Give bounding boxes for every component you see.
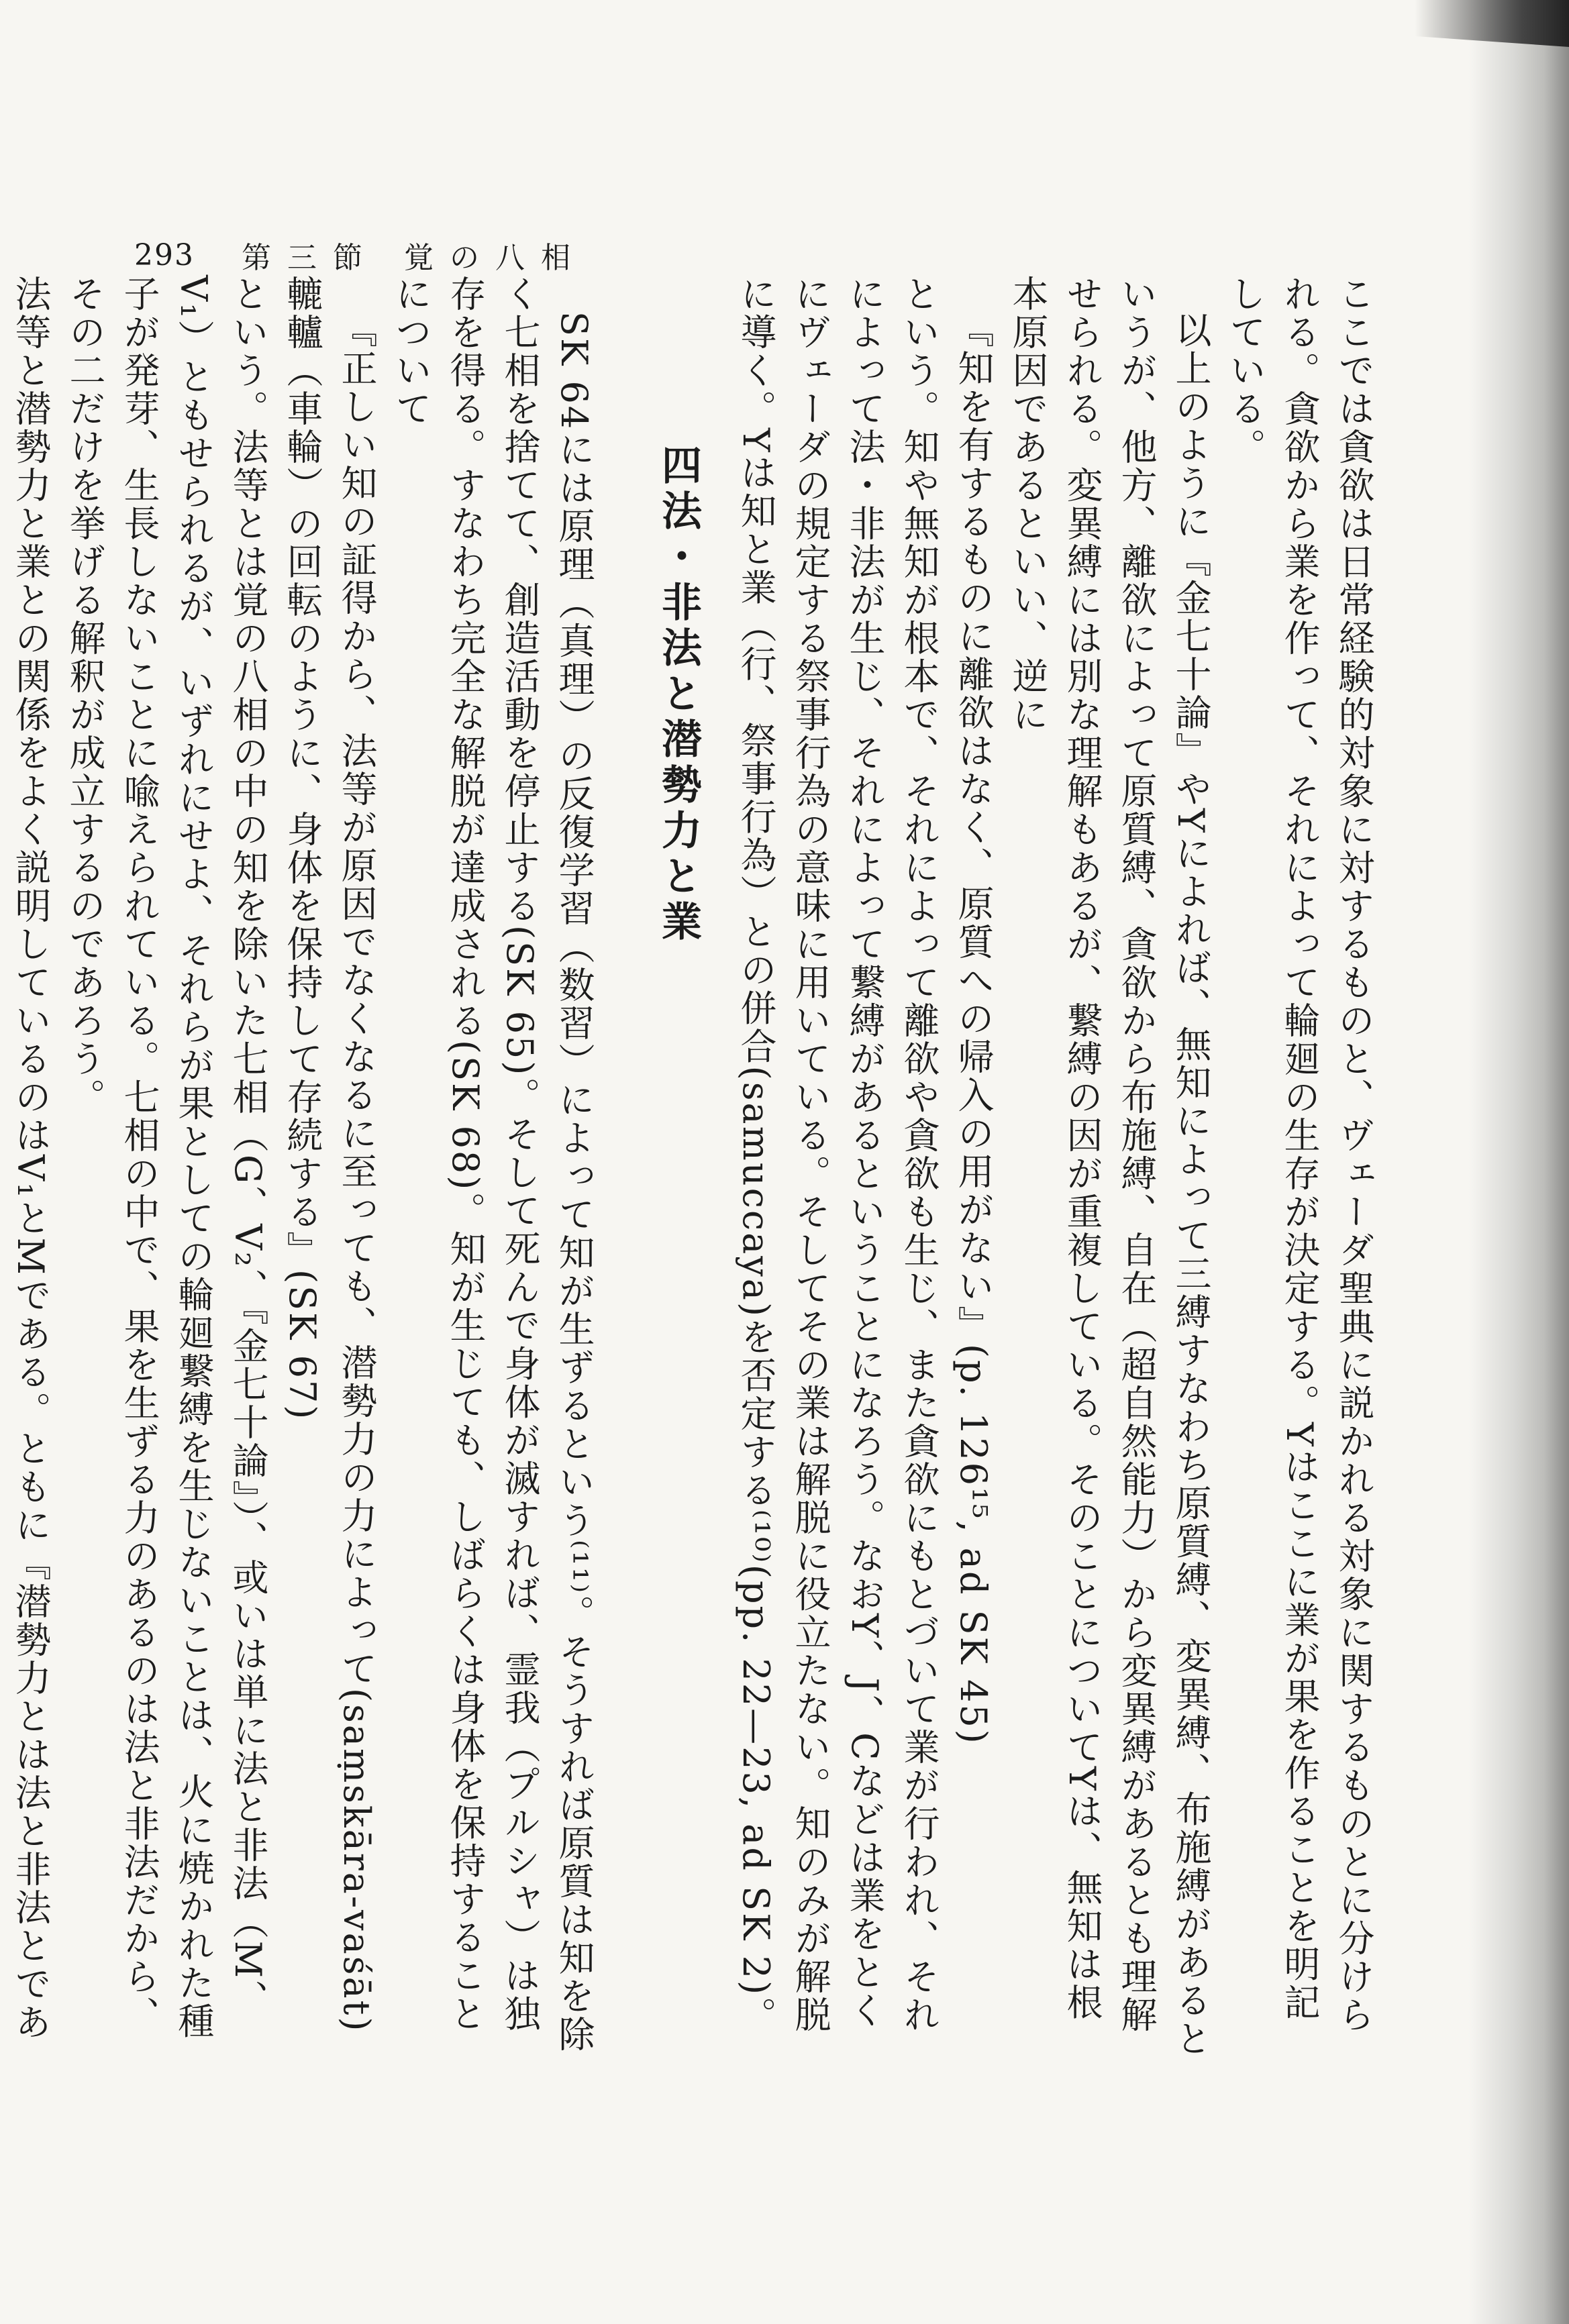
page-number: 293 — [134, 237, 195, 272]
quotation: 『知を有するものに離欲はなく、原質への帰入の用がない』(p. 126¹⁵, ad SK 45) — [952, 311, 995, 1746]
vertical-text-body — [9, 275, 1381, 2060]
section-heading — [628, 275, 729, 2060]
scan-edge-shadow — [1468, 0, 1569, 2324]
paragraph: ここでは貪欲は日常経験的対象に対するものと、ヴェーダ聖典に説かれる対象に関するものとに分けられる。貪欲から業を作って、それによって輪廻の生存が決定する。Yはここに業が果を作ることを明記している。 — [1224, 275, 1375, 2034]
paragraph: SK 64には原理（真理）の反復学習（数習）によって知が生ずるという⁽¹¹⁾。そうすれば原質は知を除く七相を捨てて、創造活動を停止する(SK 65)。そして死んで身体が滅すれば、霊我（プルシャ）は独存を得る。すなわち完全な解脱が達成される(SK 68)。知が生じても、しばらくは身体を保持することについて — [390, 275, 595, 2054]
running-header — [134, 235, 587, 275]
paragraph: 以上のように『金七十論』やYによれば、無知によって三縛すなわち原質縛、変異縛、布施縛があるというが、他方、離欲によって原質縛、貪欲から布施縛、自在（超自然能力）から変異縛があるとも理解せられる。変異縛には別な理解もあるが、繋縛の因が重複している。そのことについてYは、無知は根本原因であるといい、逆に — [1007, 275, 1212, 2058]
paragraph: という。知や無知が根本で、それによって離欲や貪欲も生じ、また貪欲にもとづいて業が行われ、それによって法・非法が生じ、それによって繋縛があるということになろう。なおY、J、Cなどは業をとくにヴェーダの規定する祭事行為の意味に用いている。そしてその業は解脱に役立たない。知のみが解脱に導く。Yは知と業（行、祭事行為）との併合(samuccaya)を否定する⁽¹⁰⁾(pp. 22—23, ad SK 2)。 — [735, 275, 940, 2036]
section-title: 法・非法と潜勢力と業 — [655, 490, 702, 946]
running-title: 第三節 覚の八相 — [241, 241, 587, 275]
paragraph: という。法等とは覚の八相の中の知を除いた七相（G、V₂、『金七十論』）、或いは単に法と非法（M、V₁）ともせられるが、いずれにせよ、それらが果としての輪廻繋縛を生じないことは、火に焼かれた種子が発芽、生長しないことに喩えられている。七相の中で、果を生ずる力のあるのは法と非法だから、その二だけを挙げる解釈が成立するのであろう。 — [64, 275, 269, 2041]
quotation: 『正しい知の証得から、法等が原因でなくなるに至っても、潜勢力の力によって(saṃskāra-vaśāt) 轆轤（車輪）の回転のように、身体を保持して存続する』(SK 67) — [281, 275, 378, 2034]
section-number: 四 — [655, 444, 702, 490]
scan-corner-shadow — [1415, 0, 1569, 47]
paragraph: 法等と潜勢力と業との関係をよく説明しているのはV₁とMである。ともに『潜勢力とは法と非法とであ — [9, 275, 52, 2042]
